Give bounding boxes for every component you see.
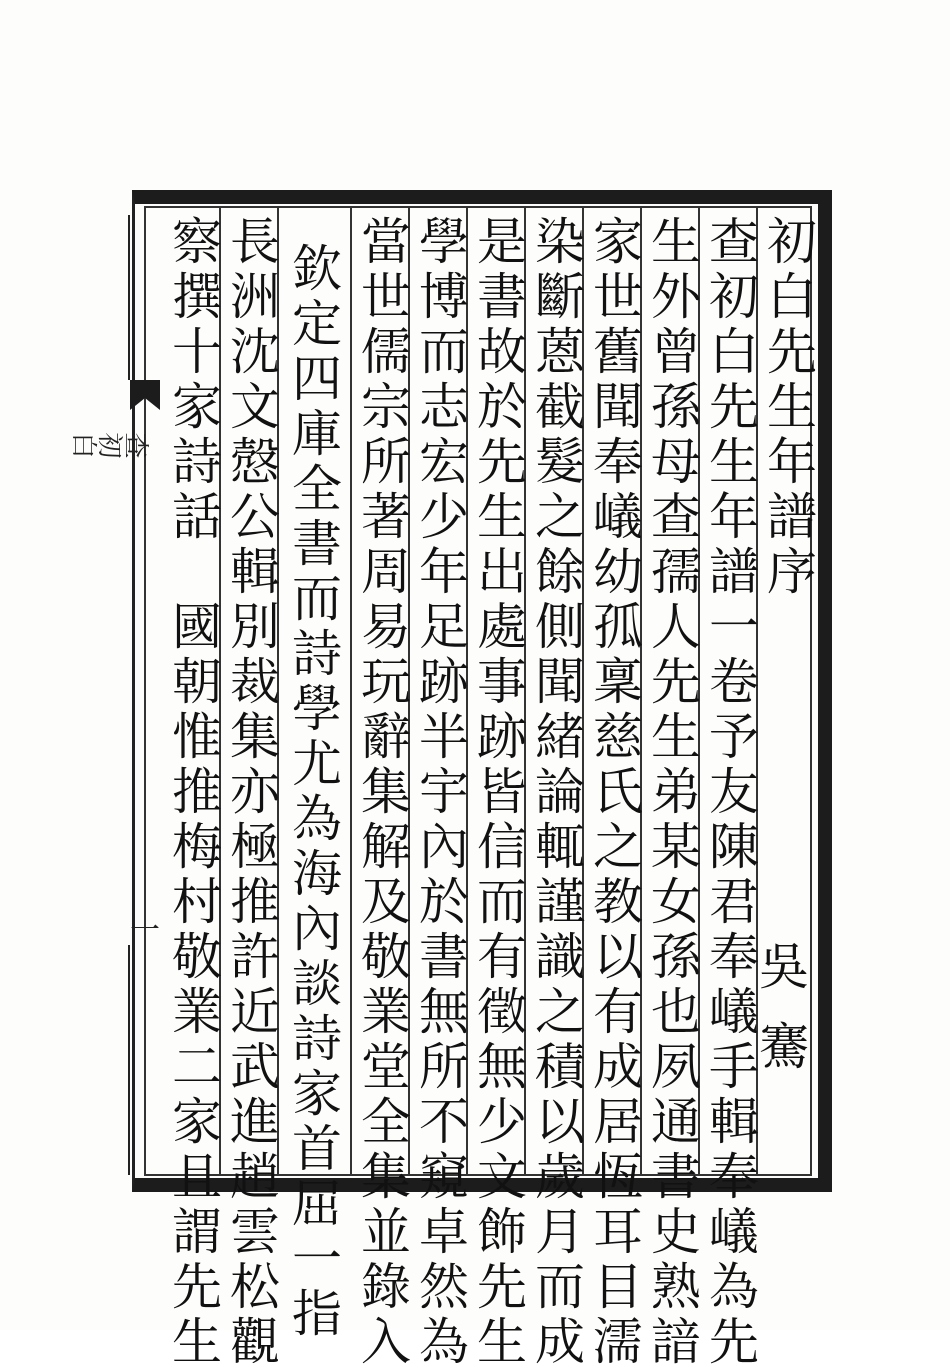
text-column-2: 生外曾孫母查孺人先生弟某女孫也夙通書史熟諳 (643, 215, 701, 1370)
text-column-7: 當世儒宗所著周易玩辭集解及敬業堂全集並錄入 (353, 215, 411, 1370)
margin-title: 查初白 (72, 428, 150, 458)
text-column-6: 學博而志宏少年足跡半宇內於書無所不窺卓然為 (411, 215, 469, 1370)
text-column-4: 染斷蒽截髮之餘側聞緒論輒謹識之積以歲月而成 (527, 215, 585, 1370)
page-number: 一 (130, 913, 160, 948)
margin-bracket (128, 945, 148, 1175)
column-rule (350, 208, 352, 1174)
preface-title: 初白先生年譜序 (759, 215, 817, 600)
text-column-1: 查初白先生年譜一卷予友陳君奉嶬手輯奉嶬為先 (701, 215, 759, 1370)
text-column-10: 察撰十家詩話 國朝惟推梅村敬業二家且謂先生 (164, 215, 222, 1370)
text-column-5: 是書故於先生出處事跡皆信而有徵無少文飾先生 (469, 215, 527, 1370)
author-name: 吳騫 (751, 940, 809, 1100)
text-column-3: 家世舊聞奉嶬幼孤稟慈氏之教以有成居恆耳目濡 (585, 215, 643, 1370)
margin-bracket (128, 215, 148, 380)
text-column-8: 欽定四庫全書而詩學尤為海內談詩家首屈一指 (284, 242, 342, 1342)
text-column-9: 長洲沈文慤公輯別裁集亦極推許近武進趙雲松觀 (222, 215, 280, 1370)
